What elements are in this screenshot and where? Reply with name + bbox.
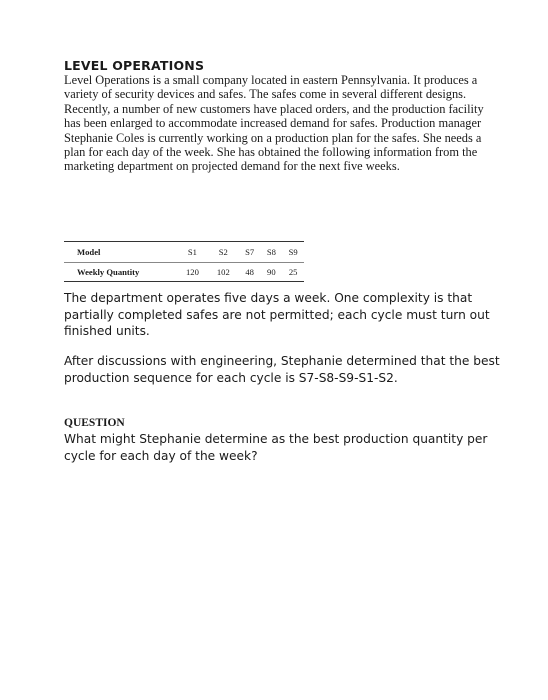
model-s9: S9 — [282, 242, 304, 263]
operations-paragraph: The department operates five days a week. One complexity is that partially completed safes are not permitted; each cycle must turn out finished units. — [64, 291, 490, 338]
weekly-quantity-header: Weekly Quantity — [77, 267, 140, 277]
model-s7: S7 — [239, 242, 261, 263]
quantity-s7: 48 — [245, 267, 254, 277]
quantity-s8: 90 — [267, 267, 276, 277]
table-row — [64, 263, 304, 282]
table-header-row — [64, 242, 304, 263]
question-label: QUESTION — [64, 417, 125, 429]
quantity-s9: 25 — [288, 267, 298, 277]
demand-table — [64, 241, 304, 282]
model-header: Model — [64, 242, 177, 263]
intro-paragraph: Level Operations is a small company located in eastern Pennsylvania. It produces a variety of security devices and safes. The safes come in several different designs. Recently, a number of new customers have placed orders, and the production facility has been enlarged to accommodate increased demand for safes. Production manager Stephanie Coles is currently working on a production plan for the safes. She needs a plan for each day of the week. She has obtained the following information from the marketing department on projected demand for the next five weeks. — [64, 73, 484, 174]
sequence-paragraph: After discussions with engineering, Stephanie determined that the best production sequence for each cycle is S7-S8-S9-S1-S2. — [64, 354, 500, 385]
model-s1: S1 — [177, 242, 208, 263]
document-title: LEVEL OPERATIONS — [64, 58, 205, 73]
model-s2: S2 — [208, 242, 239, 263]
model-s8: S8 — [260, 242, 282, 263]
demand-table-container — [64, 241, 304, 282]
quantity-s2: 102 — [216, 267, 230, 277]
question-text: What might Stephanie determine as the best production quantity per cycle for each day of the week? — [64, 432, 488, 463]
quantity-s1: 120 — [185, 267, 199, 277]
